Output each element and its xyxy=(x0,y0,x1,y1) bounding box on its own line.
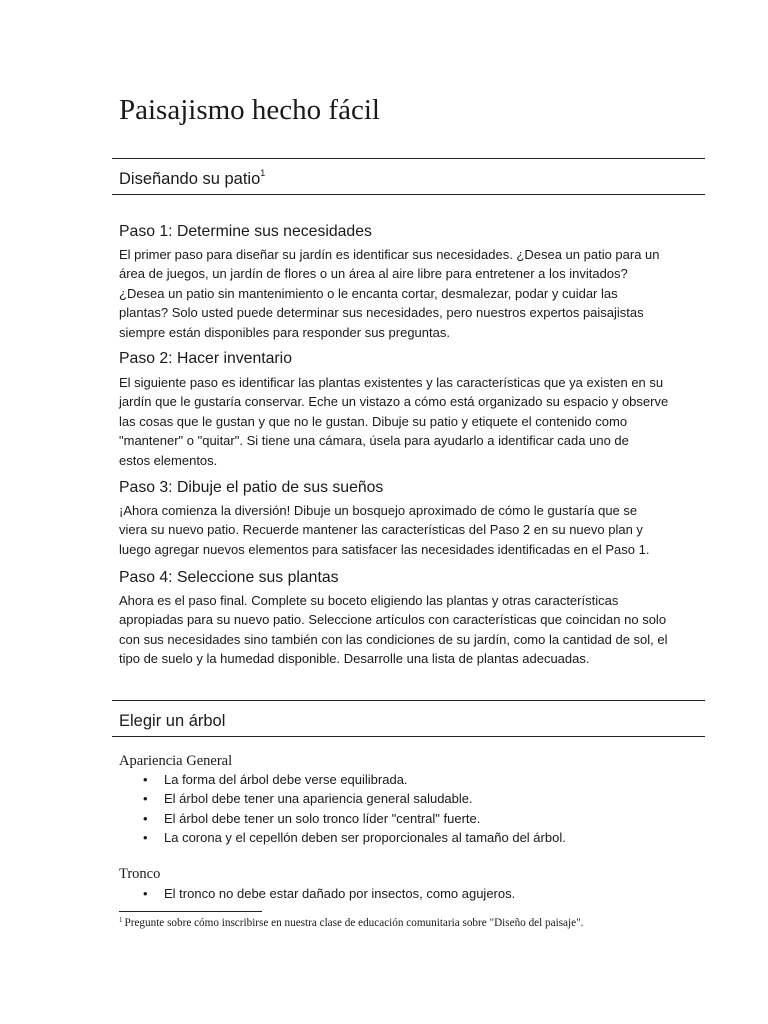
footnote-separator xyxy=(119,911,262,912)
step-heading-1: Paso 1: Determine sus necesidades xyxy=(119,223,372,240)
section-heading-disenando: Diseñando su patio$^1$ xyxy=(119,168,266,188)
step-paragraph-3: ¡Ahora comienza la diversión! Dibuje un bosquejo aproximado de cómo le gustaría que se viera su nuevo patio. Recuerde mantener las características del Paso 2 en su nuevo plan y luego agregar nuevos elementos para satisfacer las necesidades identificadas en el Paso 1. xyxy=(119,503,650,557)
list-item: • La corona y el cepellón deben ser proporcionales al tamaño del árbol. xyxy=(143,830,566,846)
footnote-reference[interactable]: 1 xyxy=(260,168,266,178)
step-heading-4: Paso 4: Seleccione sus plantas xyxy=(119,569,339,586)
section-divider-top xyxy=(112,158,705,159)
step-heading-2: Paso 2: Hacer inventario xyxy=(119,350,292,367)
bullet-list-tronco xyxy=(119,884,515,903)
section-divider-bottom xyxy=(112,194,705,195)
step-heading-3: Paso 3: Dibuje el patio de sus sueños xyxy=(119,479,384,496)
list-item: • La forma del árbol debe verse equilibrada. xyxy=(143,772,408,787)
group-heading-tronco: Tronco xyxy=(119,866,161,882)
bullet-list-apariencia xyxy=(119,770,566,848)
group-heading-apariencia: Apariencia General xyxy=(119,753,233,769)
footnote: $^1$ Pregunte sobre cómo inscribirse en nuestra clase de educación comunitaria sobre "Diseño del paisaje". xyxy=(119,916,584,929)
section2-divider-top xyxy=(112,700,705,701)
list-item: • El tronco no debe estar dañado por insectos, como agujeros. xyxy=(143,886,516,901)
step-paragraph-4: Ahora es el paso final. Complete su boceto eligiendo las plantas y otras características apropiadas para su nuevo patio. Seleccione artículos con características que coincidan no solo con sus necesidades sino también con las condiciones de su jardín, como la cantidad de sol, el tipo de suelo y la humedad disponible. Desarrolle una lista de plantas adecuadas. xyxy=(119,593,668,667)
list-item: • El árbol debe tener un solo tronco líder "central" fuerte. xyxy=(143,810,481,826)
step-paragraph-1: El primer paso para diseñar su jardín es identificar sus necesidades. ¿Desea un patio para un área de juegos, un jardín de flores o un área al aire libre para entretener a los invitados? ¿Desea un patio sin mantenimiento o le encanta cortar, desmalezar, podar y cuidar las plantas? Solo usted puede determinar sus necesidades, pero nuestros expertos paisajistas siempre están disponibles para responder sus preguntas. xyxy=(119,247,660,340)
document-title: Paisajismo hecho fácil xyxy=(119,94,380,126)
footnote-marker: 1 xyxy=(119,916,123,924)
section2-divider-bottom xyxy=(112,736,705,737)
step-paragraph-2: El siguiente paso es identificar las plantas existentes y las características que ya existen en su jardín que le gustaría conservar. Eche un vistazo a cómo está organizado su espacio y observe las cosas que le gustan y que no le gustan. Dibuje su patio y etiquete el contenido como "mantener" o "quitar". Si tiene una cámara, úsela para ayudarlo a identificar cada uno de estos elementos. xyxy=(119,375,669,468)
section-heading-arbol: Elegir un árbol xyxy=(119,712,226,730)
list-item: • El árbol debe tener una apariencia general saludable. xyxy=(143,791,473,807)
